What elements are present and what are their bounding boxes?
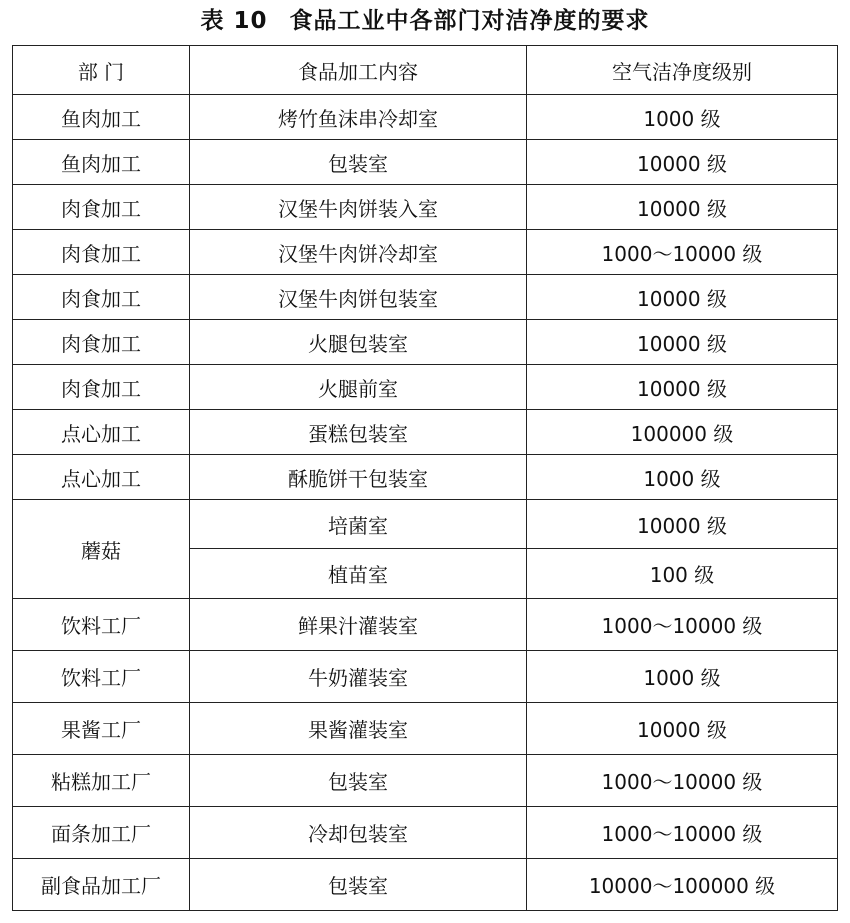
department-cell: 饮料工厂 [13, 599, 190, 651]
cleanliness-cell: 10000 级 [527, 140, 838, 185]
department-cell: 肉食加工 [13, 365, 190, 410]
table-row [13, 320, 838, 365]
table-row [13, 95, 838, 140]
table-row [13, 703, 838, 755]
process-cell: 汉堡牛肉饼装入室 [190, 185, 527, 230]
table-row [13, 185, 838, 230]
department-cell: 蘑菇 [13, 500, 190, 599]
cleanliness-cell: 1000～10000 级 [527, 755, 838, 807]
process-cell: 汉堡牛肉饼冷却室 [190, 230, 527, 275]
department-cell: 肉食加工 [13, 185, 190, 230]
process-cell: 植苗室 [190, 549, 527, 599]
department-cell: 饮料工厂 [13, 651, 190, 703]
table-row [13, 807, 838, 859]
process-cell: 蛋糕包装室 [190, 410, 527, 455]
cleanliness-table [12, 45, 838, 911]
cleanliness-cell: 1000 级 [527, 95, 838, 140]
table-row [13, 755, 838, 807]
process-cell: 汉堡牛肉饼包装室 [190, 275, 527, 320]
cleanliness-cell: 10000 级 [527, 703, 838, 755]
header-row [13, 46, 838, 95]
cleanliness-cell: 1000 级 [527, 455, 838, 500]
table-row [13, 230, 838, 275]
cleanliness-cell: 10000 级 [527, 275, 838, 320]
cleanliness-cell: 10000～100000 级 [527, 859, 838, 911]
department-cell: 肉食加工 [13, 230, 190, 275]
process-cell: 包装室 [190, 755, 527, 807]
table-row [13, 651, 838, 703]
header-process: 食品加工内容 [190, 46, 527, 95]
table-caption [0, 6, 850, 36]
table-title: 食品工业中各部门对洁净度的要求 [289, 8, 650, 34]
table-row [13, 275, 838, 320]
cleanliness-cell: 10000 级 [527, 320, 838, 365]
process-cell: 培菌室 [190, 500, 527, 549]
department-cell: 果酱工厂 [13, 703, 190, 755]
department-cell: 副食品加工厂 [13, 859, 190, 911]
table-row [13, 140, 838, 185]
header-department: 部 门 [13, 46, 190, 95]
table-row [13, 365, 838, 410]
table-number: 表 10 [200, 8, 268, 34]
process-cell: 烤竹鱼沫串冷却室 [190, 95, 527, 140]
department-cell: 点心加工 [13, 455, 190, 500]
process-cell: 包装室 [190, 140, 527, 185]
cleanliness-cell: 1000～10000 级 [527, 807, 838, 859]
process-cell: 包装室 [190, 859, 527, 911]
process-cell: 果酱灌装室 [190, 703, 527, 755]
department-cell: 肉食加工 [13, 275, 190, 320]
department-cell: 粘糕加工厂 [13, 755, 190, 807]
header-cleanliness-class: 空气洁净度级别 [527, 46, 838, 95]
cleanliness-cell: 1000 级 [527, 651, 838, 703]
table-row [13, 500, 838, 549]
cleanliness-cell: 100 级 [527, 549, 838, 599]
cleanliness-cell: 100000 级 [527, 410, 838, 455]
cleanliness-cell: 10000 级 [527, 185, 838, 230]
process-cell: 牛奶灌装室 [190, 651, 527, 703]
department-cell: 面条加工厂 [13, 807, 190, 859]
cleanliness-cell: 10000 级 [527, 500, 838, 549]
department-cell: 鱼肉加工 [13, 95, 190, 140]
department-cell: 肉食加工 [13, 320, 190, 365]
department-cell: 点心加工 [13, 410, 190, 455]
table-row [13, 859, 838, 911]
cleanliness-cell: 1000～10000 级 [527, 230, 838, 275]
cleanliness-cell: 1000～10000 级 [527, 599, 838, 651]
process-cell: 酥脆饼干包装室 [190, 455, 527, 500]
process-cell: 火腿前室 [190, 365, 527, 410]
process-cell: 冷却包装室 [190, 807, 527, 859]
table-row [13, 599, 838, 651]
cleanliness-cell: 10000 级 [527, 365, 838, 410]
process-cell: 火腿包装室 [190, 320, 527, 365]
table-row [13, 410, 838, 455]
process-cell: 鲜果汁灌装室 [190, 599, 527, 651]
table-row [13, 455, 838, 500]
department-cell: 鱼肉加工 [13, 140, 190, 185]
